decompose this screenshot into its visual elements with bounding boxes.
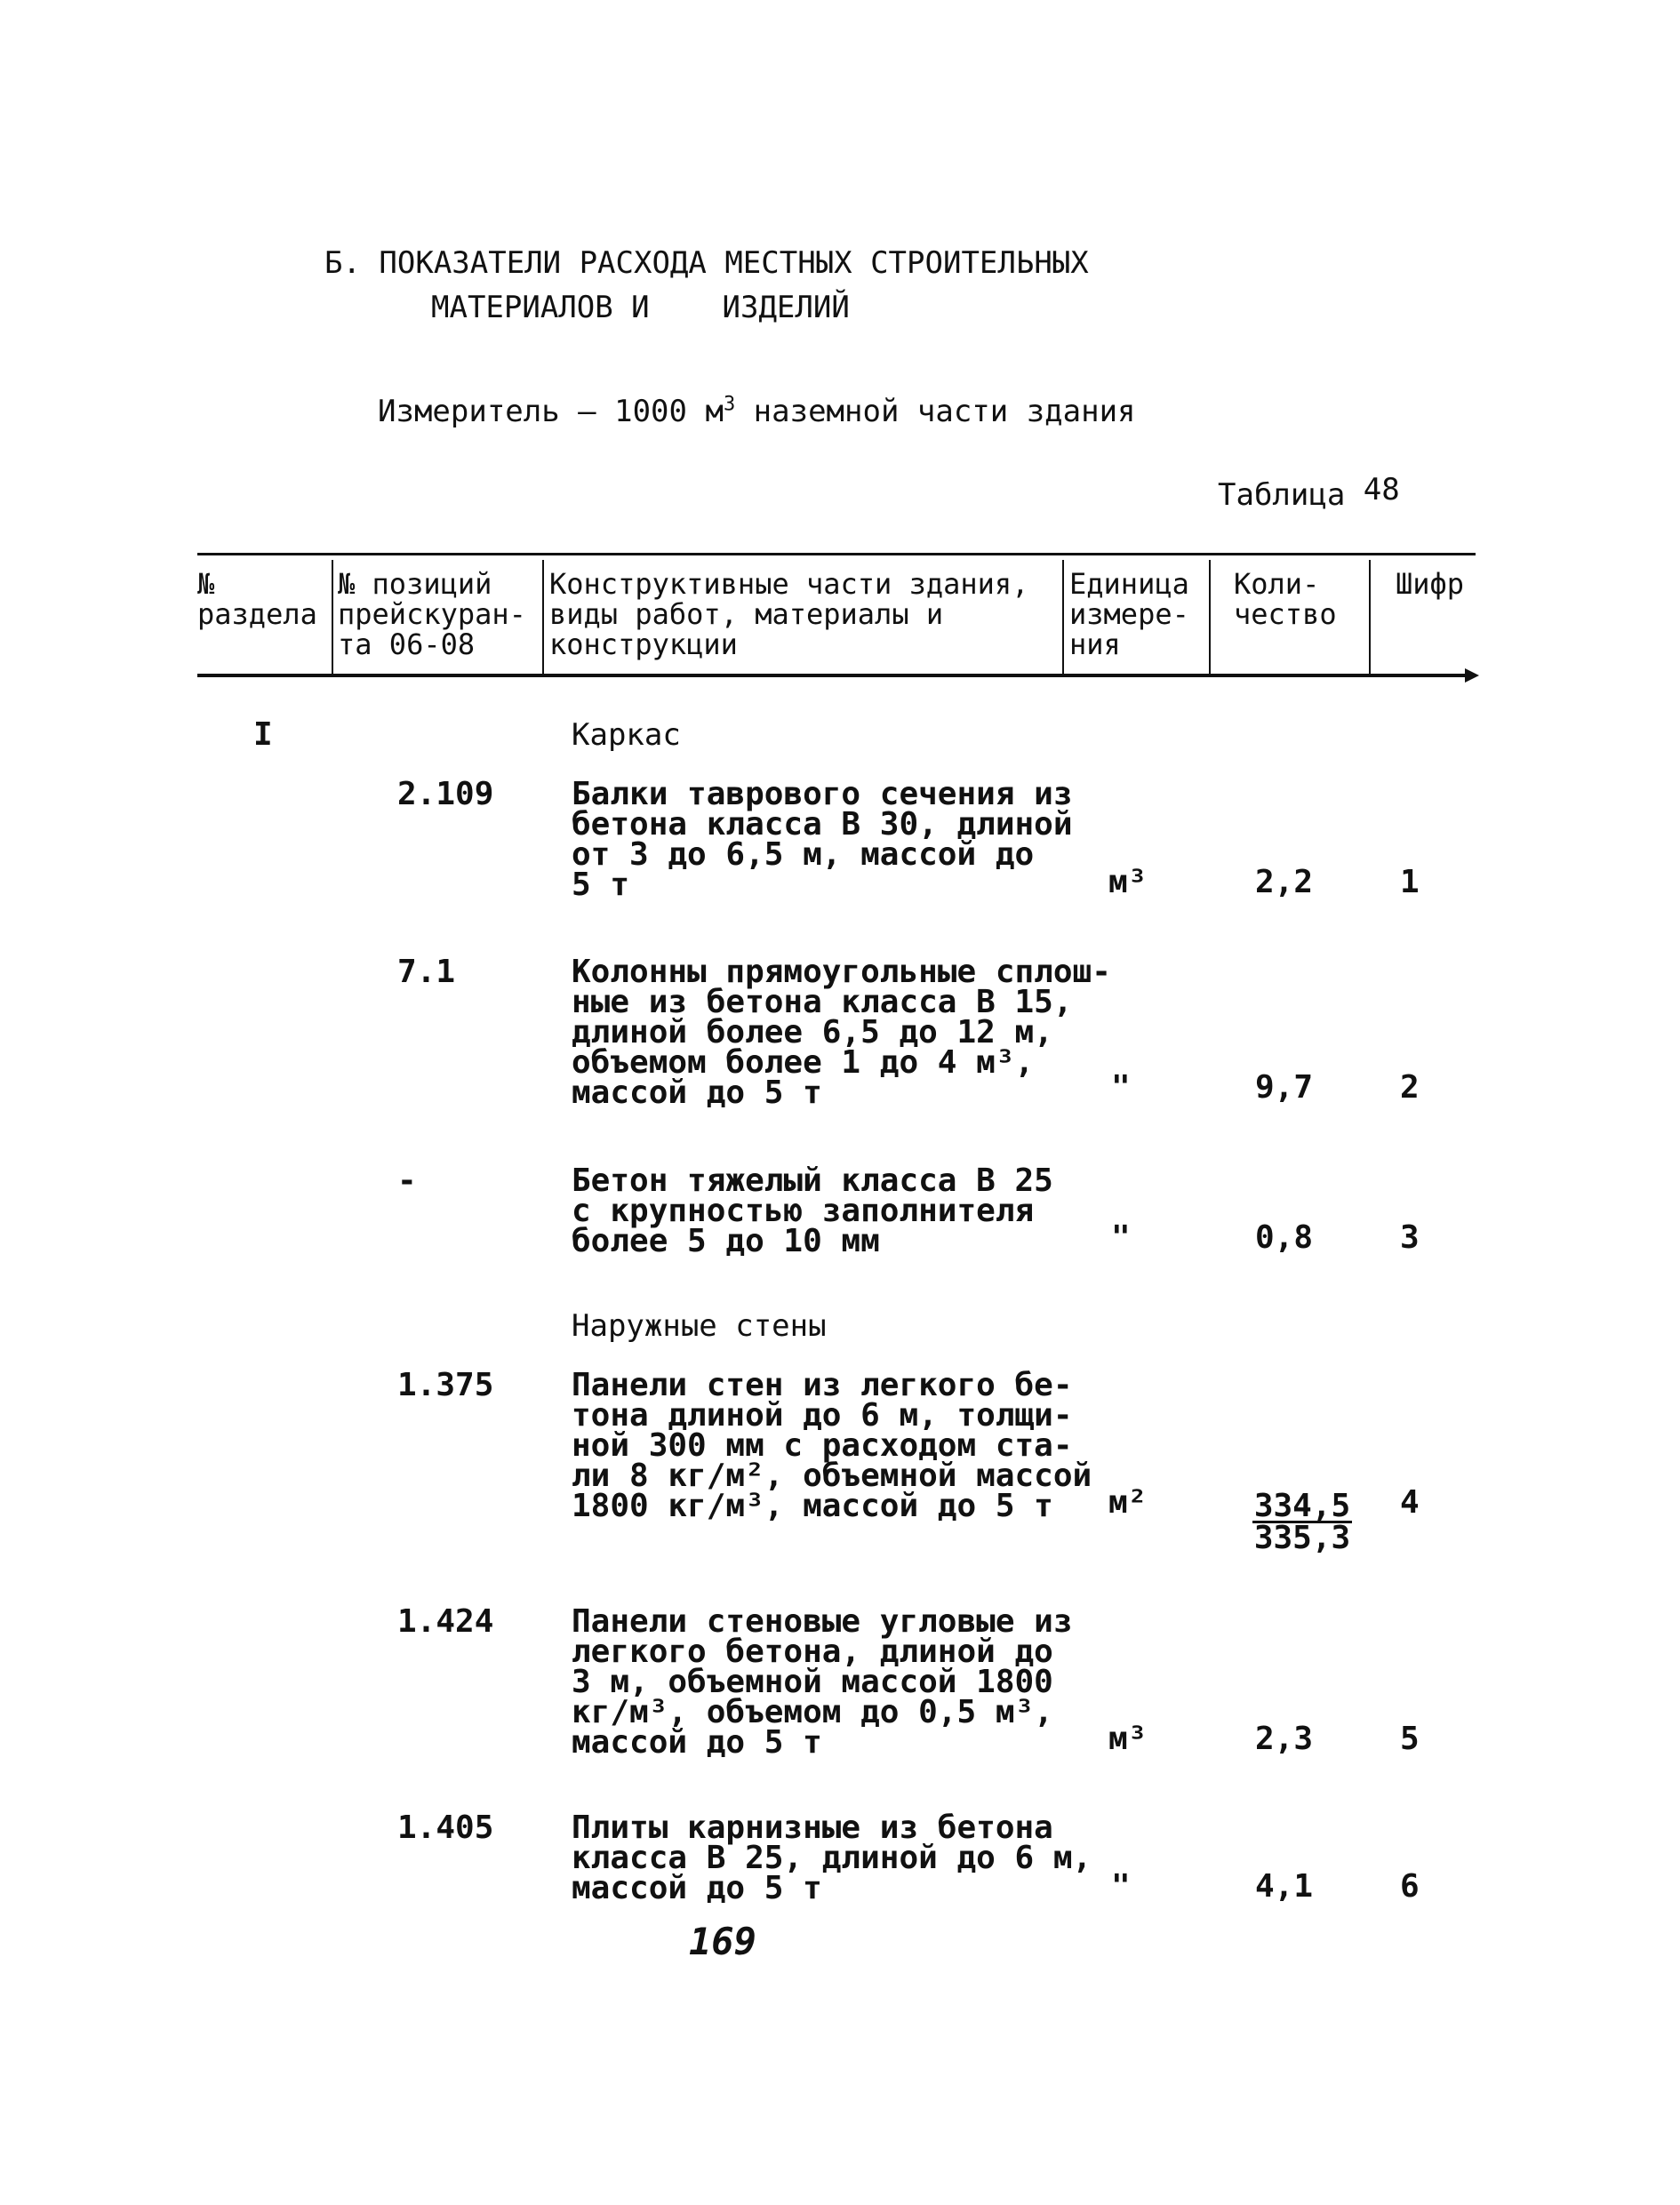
page-number: 169 bbox=[689, 1920, 756, 1963]
row-unit: м² bbox=[1108, 1484, 1148, 1521]
document-heading-line2: МАТЕРИАЛОВ И ИЗДЕЛИЙ bbox=[431, 290, 850, 325]
row-position: 1.375 bbox=[397, 1367, 494, 1403]
measure-superscript: 3 bbox=[723, 393, 736, 416]
row-description: Балки таврового сечения из бетона класса В 30, длиной от 3 до 6,5 м, массой до 5 т bbox=[572, 776, 1073, 903]
row-code: 3 bbox=[1400, 1219, 1420, 1256]
row-description: Панели стеновые угловые из легкого бетона, длиной до 3 м, объемной массой 1800 кг/м³, объемом до 0,5 м³, массой до 5 т bbox=[572, 1603, 1073, 1761]
measure-suffix: наземной части здания bbox=[735, 394, 1136, 429]
row-code: 2 bbox=[1400, 1069, 1420, 1106]
header-separator-4 bbox=[1209, 560, 1211, 675]
row-description: Панели стен из легкого бе- тона длиной до 6 м, толщи- ной 300 мм с расходом ста- ли 8 кг/м², объемной массой 1800 кг/м³, массой до 5 т bbox=[572, 1367, 1092, 1524]
header-separator-3 bbox=[1062, 560, 1064, 675]
header-code: Шифр bbox=[1396, 567, 1465, 601]
row-unit: м³ bbox=[1108, 864, 1148, 900]
row-quantity: 2,2 bbox=[1255, 864, 1314, 900]
header-position-no: № позиций прейскуран- та 06-08 bbox=[338, 567, 526, 661]
table-label bbox=[1218, 472, 1400, 513]
row-position: 2.109 bbox=[397, 776, 494, 812]
table-label-text: Таблица bbox=[1218, 477, 1346, 513]
row-unit: м³ bbox=[1108, 1721, 1148, 1757]
row-position: 1.424 bbox=[397, 1603, 494, 1640]
section-title: Каркас bbox=[572, 717, 681, 753]
table-number: 48 bbox=[1363, 472, 1400, 507]
row-quantity-original: 334,5 bbox=[1253, 1488, 1351, 1524]
table-top-rule bbox=[197, 553, 1476, 555]
subsection-title: Наружные стены bbox=[572, 1308, 827, 1344]
header-description: Конструктивные части здания, виды работ, материалы и конструкции bbox=[549, 567, 1029, 661]
row-quantity: 9,7 bbox=[1255, 1069, 1314, 1106]
header-unit: Единица измере- ния bbox=[1069, 567, 1189, 661]
row-position: - bbox=[397, 1162, 417, 1199]
row-code: 5 bbox=[1400, 1721, 1420, 1757]
table-header-bottom-rule bbox=[197, 674, 1476, 677]
row-position: 7.1 bbox=[397, 954, 456, 990]
document-heading-line1: Б. ПОКАЗАТЕЛИ РАСХОДА МЕСТНЫХ СТРОИТЕЛЬНЫХ bbox=[324, 245, 1089, 281]
header-quantity: Коли- чество bbox=[1234, 567, 1337, 631]
row-quantity: 0,8 bbox=[1255, 1219, 1314, 1256]
row-description: Колонны прямоугольные сплош- ные из бетона класса В 15, длиной более 6,5 до 12 м, объемом более 1 до 4 м³, массой до 5 т bbox=[572, 954, 1111, 1111]
header-separator-1 bbox=[332, 560, 333, 675]
row-code: 1 bbox=[1400, 864, 1420, 900]
row-unit: " bbox=[1111, 1868, 1131, 1905]
row-description: Плиты карнизные из бетона класса В 25, длиной до 6 м, массой до 5 т bbox=[572, 1810, 1092, 1906]
row-code: 4 bbox=[1400, 1484, 1420, 1521]
row-position: 1.405 bbox=[397, 1810, 494, 1846]
row-quantity-corrected-value: 335,3 bbox=[1253, 1520, 1351, 1556]
row-unit: " bbox=[1111, 1219, 1131, 1256]
row-quantity: 4,1 bbox=[1255, 1868, 1314, 1905]
row-unit: " bbox=[1111, 1069, 1131, 1106]
row-quantity-corrected bbox=[1249, 1488, 1356, 1556]
row-code: 6 bbox=[1400, 1868, 1420, 1905]
section-number: I bbox=[253, 716, 273, 753]
header-section-no: № раздела bbox=[197, 567, 317, 631]
header-separator-2 bbox=[542, 560, 544, 675]
rule-arrow-icon bbox=[1465, 668, 1479, 683]
row-quantity: 2,3 bbox=[1255, 1721, 1314, 1757]
measure-unit-line bbox=[378, 394, 1136, 429]
row-description: Бетон тяжелый класса В 25 с крупностью заполнителя более 5 до 10 мм bbox=[572, 1162, 1053, 1259]
header-separator-5 bbox=[1369, 560, 1371, 675]
measure-prefix: Измеритель – 1000 м bbox=[378, 394, 724, 429]
